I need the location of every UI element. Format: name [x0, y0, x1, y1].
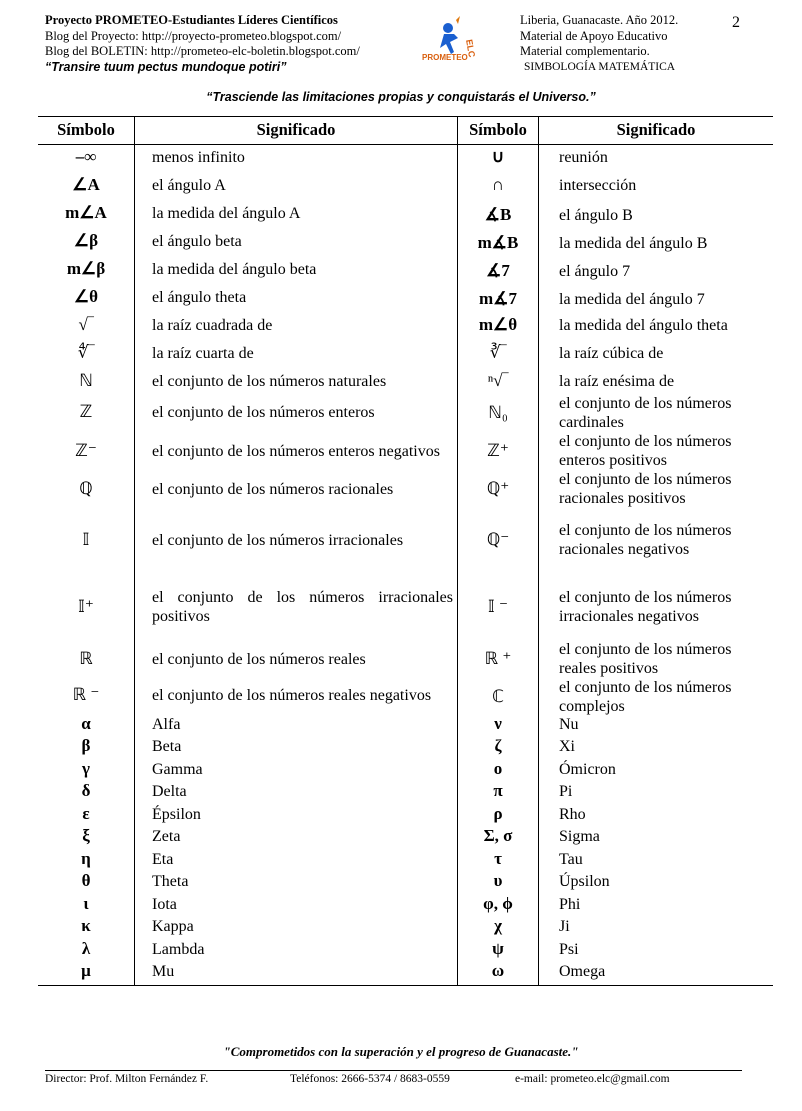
- symbol-cell: Σ, σ: [483, 826, 513, 845]
- table-row: [458, 145, 773, 169]
- table-row: [458, 431, 773, 471]
- table-row: [458, 507, 773, 573]
- symbol-cell: ∩: [491, 175, 505, 194]
- symbol-cell: ∛‾: [489, 343, 507, 362]
- meaning-cell: la raíz cúbica de: [559, 344, 664, 362]
- footer-phones: Teléfonos: 2666-5374 / 8683-0559: [290, 1073, 450, 1085]
- meaning-cell: el conjunto de los números racionales: [152, 480, 394, 498]
- symbol-cell: ℤ⁺: [487, 441, 509, 460]
- meaning-cell: el conjunto de los números racionales negativos: [559, 522, 732, 558]
- meaning-cell: la raíz cuadrada de: [152, 316, 273, 334]
- boletin-blog-link[interactable]: Blog del BOLETIN: http://prometeo-elc-boletin.blogspot.com/: [45, 44, 360, 58]
- symbol-cell: ω: [491, 961, 505, 980]
- table-row: [458, 803, 773, 825]
- meaning-cell: el conjunto de los números reales negativos: [152, 686, 432, 704]
- complement-label: Material complementario.: [520, 44, 650, 58]
- meaning-cell: el ángulo 7: [559, 262, 631, 280]
- meaning-cell: Lambda: [152, 940, 205, 958]
- symbol-cell: m∡B: [477, 233, 519, 252]
- table-row: [38, 473, 457, 505]
- symbol-cell: ℝ ⁺: [484, 649, 512, 668]
- symbol-cell: ξ: [82, 826, 90, 845]
- symbol-cell: φ, ϕ: [483, 894, 513, 913]
- symbol-cell: ℂ: [492, 687, 504, 706]
- table-row: [38, 341, 457, 365]
- symbol-cell: ζ: [494, 736, 502, 755]
- symbol-cell: –∞: [75, 147, 97, 166]
- meaning-cell: el conjunto de los números irracionales positivos: [152, 589, 453, 625]
- meaning-cell: Zeta: [152, 827, 181, 845]
- header-meaning-right: Significado: [616, 120, 696, 139]
- meaning-cell: Eta: [152, 850, 174, 868]
- table-row: [38, 173, 457, 197]
- symbol-cell: λ: [81, 939, 91, 958]
- table-row: [458, 780, 773, 802]
- table-row: [38, 938, 457, 960]
- symbol-cell: α: [81, 714, 91, 733]
- table-row: [38, 431, 457, 471]
- meaning-cell: Pi: [559, 782, 573, 800]
- meaning-cell: el ángulo B: [559, 206, 633, 224]
- meaning-cell: Mu: [152, 962, 175, 980]
- table-row: [38, 285, 457, 309]
- symbol-cell: ο: [493, 759, 503, 778]
- project-name: Proyecto PROMETEO-Estudiantes Líderes Científicos: [45, 13, 338, 27]
- symbol-cell: 𝕀⁺: [78, 597, 94, 616]
- symbol-cell: θ: [81, 871, 91, 890]
- table-row: [458, 758, 773, 780]
- table-row: [458, 893, 773, 915]
- meaning-cell: la medida del ángulo beta: [152, 260, 317, 278]
- table-row: [458, 393, 773, 433]
- table-row: [38, 870, 457, 892]
- header-symbol-right: Símbolo: [469, 120, 527, 139]
- meaning-cell: el conjunto de los números cardinales: [559, 395, 732, 431]
- table-row: [38, 229, 457, 253]
- table-row: [458, 915, 773, 937]
- symbol-cell: ∜‾: [77, 343, 95, 362]
- meaning-cell: Alfa: [152, 715, 181, 733]
- table-row: [458, 713, 773, 735]
- symbols-table: [38, 116, 773, 986]
- symbol-cell: ∠β: [73, 231, 99, 250]
- meaning-cell: el conjunto de los números racionales positivos: [559, 471, 732, 507]
- prometeo-logo: [418, 14, 480, 66]
- symbol-cell: ℚ: [79, 479, 93, 498]
- symbol-cell: κ: [81, 916, 91, 935]
- table-row: [458, 257, 773, 285]
- header-meaning-left: Significado: [256, 120, 336, 139]
- meaning-cell: el conjunto de los números irracionales negativos: [559, 589, 732, 625]
- table-row: [458, 825, 773, 847]
- meaning-cell: Psi: [559, 940, 579, 958]
- symbol-cell: η: [81, 849, 91, 868]
- left-column: [38, 145, 457, 986]
- meaning-cell: el ángulo beta: [152, 232, 242, 250]
- symbol-cell: m∡7: [479, 289, 517, 308]
- table-row: [458, 735, 773, 757]
- table-row: [38, 960, 457, 982]
- table-row: [38, 735, 457, 757]
- table-row: [38, 758, 457, 780]
- meaning-cell: el conjunto de los números enteros positivos: [559, 433, 732, 469]
- table-row: [38, 803, 457, 825]
- footer-email[interactable]: e-mail: prometeo.elc@gmail.com: [515, 1073, 670, 1085]
- meaning-cell: el conjunto de los números enteros negativos: [152, 442, 440, 460]
- table-row: [38, 780, 457, 802]
- table-row: [38, 145, 457, 169]
- page-number: 2: [732, 14, 740, 31]
- symbol-cell: μ: [81, 961, 91, 980]
- meaning-cell: la medida del ángulo A: [152, 204, 301, 222]
- symbol-cell: ∡B: [484, 205, 512, 224]
- meaning-cell: la medida del ángulo theta: [559, 316, 728, 334]
- table-row: [458, 870, 773, 892]
- meaning-cell: Xi: [559, 737, 575, 755]
- table-row: [458, 960, 773, 982]
- table-row: [458, 229, 773, 257]
- symbol-cell: ∪: [491, 147, 505, 166]
- meaning-cell: Úpsilon: [559, 872, 610, 890]
- meaning-cell: Kappa: [152, 917, 194, 935]
- symbol-cell: ⁿ√‾: [487, 371, 509, 390]
- meaning-cell: intersección: [559, 176, 637, 194]
- motto: “Transire tuum pectus mundoque potiri”: [45, 59, 287, 74]
- footer-rule: [45, 1070, 742, 1071]
- table-row: [38, 257, 457, 281]
- symbol-cell: ℝ ⁻: [72, 685, 100, 704]
- meaning-cell: Rho: [559, 805, 586, 823]
- symbol-cell: υ: [493, 871, 503, 890]
- table-row: [38, 915, 457, 937]
- table-row: [38, 201, 457, 225]
- symbol-cell: m∠β: [66, 259, 106, 278]
- meaning-cell: Theta: [152, 872, 189, 890]
- meaning-cell: el ángulo A: [152, 176, 226, 194]
- table-row: [38, 507, 457, 573]
- table-row: [458, 469, 773, 509]
- meaning-cell: el conjunto de los números enteros: [152, 403, 375, 421]
- table-row: [458, 313, 773, 337]
- table-row: [38, 395, 457, 429]
- header-left: [45, 13, 360, 75]
- meaning-cell: el conjunto de los números reales positivos: [559, 641, 732, 677]
- meaning-cell: Tau: [559, 850, 583, 868]
- symbol-cell: ℕ: [79, 371, 93, 390]
- meaning-cell: reunión: [559, 148, 608, 166]
- table-row: [458, 639, 773, 679]
- symbol-cell: ε: [82, 804, 90, 823]
- meaning-cell: Ji: [559, 917, 570, 935]
- table-row: [458, 369, 773, 393]
- symbol-cell: τ: [494, 849, 502, 868]
- topic-label: SIMBOLOGÍA MATEMÁTICA: [524, 60, 676, 73]
- meaning-cell: menos infinito: [152, 148, 245, 166]
- meaning-cell: Omega: [559, 962, 606, 980]
- meaning-cell: Beta: [152, 737, 182, 755]
- symbol-cell: m∠θ: [478, 315, 518, 334]
- meaning-cell: Delta: [152, 782, 187, 800]
- symbol-cell: β: [81, 736, 91, 755]
- meaning-cell: el conjunto de los números naturales: [152, 372, 387, 390]
- meaning-cell: la raíz cuarta de: [152, 344, 254, 362]
- meaning-cell: Ómicron: [559, 760, 616, 778]
- place-year: Liberia, Guanacaste. Año 2012.: [520, 13, 679, 27]
- logo-elc: ELC: [464, 38, 478, 59]
- meaning-cell: Épsilon: [152, 805, 201, 823]
- symbol-cell: ∡7: [486, 261, 510, 280]
- symbol-cell: ℕ₀: [488, 403, 508, 422]
- table-row: [38, 893, 457, 915]
- footer-quote: "Comprometidos con la superación y el progreso de Guanacaste.": [223, 1044, 579, 1059]
- table-row: [458, 285, 773, 313]
- table-top-rule: [38, 116, 773, 117]
- meaning-cell: Iota: [152, 895, 177, 913]
- symbol-cell: π: [493, 781, 503, 800]
- symbol-cell: ∠θ: [73, 287, 99, 306]
- meaning-cell: Gamma: [152, 760, 203, 778]
- symbol-cell: ℚ⁻: [486, 530, 510, 549]
- meaning-cell: la medida del ángulo 7: [559, 290, 705, 308]
- symbol-cell: √‾: [78, 315, 94, 334]
- table-row: [38, 575, 457, 639]
- table-row: [458, 173, 773, 197]
- meaning-cell: Nu: [559, 715, 579, 733]
- symbol-cell: ψ: [492, 939, 504, 958]
- table-row: [458, 341, 773, 365]
- right-column: [458, 145, 773, 986]
- meaning-cell: el conjunto de los números irracionales: [152, 531, 404, 549]
- meaning-cell: el ángulo theta: [152, 288, 247, 306]
- symbol-cell: ℚ⁺: [486, 479, 510, 498]
- symbol-cell: ν: [494, 714, 502, 733]
- table-row: [38, 713, 457, 735]
- meaning-cell: la raíz enésima de: [559, 372, 675, 390]
- symbol-cell: m∠A: [65, 203, 107, 222]
- symbol-cell: γ: [82, 759, 90, 778]
- symbol-cell: 𝕀: [82, 530, 90, 549]
- table-row: [458, 938, 773, 960]
- table-row: [38, 825, 457, 847]
- header-right: [520, 13, 678, 75]
- table-row: [38, 313, 457, 337]
- symbol-cell: χ: [494, 916, 502, 935]
- table-row: [38, 369, 457, 393]
- meaning-cell: Phi: [559, 895, 581, 913]
- header-symbol-left: Símbolo: [57, 120, 115, 139]
- meaning-cell: la medida del ángulo B: [559, 234, 708, 252]
- meaning-cell: Sigma: [559, 827, 600, 845]
- symbol-cell: δ: [81, 781, 91, 800]
- symbol-cell: ρ: [493, 804, 503, 823]
- footer-director: Director: Prof. Milton Fernández F.: [45, 1073, 209, 1085]
- project-blog-link[interactable]: Blog del Proyecto: http://proyecto-prometeo.blogspot.com/: [45, 28, 342, 43]
- table-row: [458, 575, 773, 639]
- top-quote: “Trasciende las limitaciones propias y conquistarás el Universo.”: [206, 90, 596, 104]
- material-label: Material de Apoyo Educativo: [520, 28, 668, 43]
- meaning-cell: el conjunto de los números reales: [152, 650, 366, 668]
- logo-text: PROMETEO: [422, 53, 468, 62]
- symbol-cell: ι: [83, 894, 89, 913]
- symbol-cell: 𝕀 ⁻: [488, 597, 508, 616]
- table-row: [458, 201, 773, 229]
- table-row: [38, 677, 457, 713]
- symbol-cell: ℤ: [79, 402, 93, 421]
- table-row: [38, 643, 457, 675]
- meaning-cell: el conjunto de los números complejos: [559, 679, 732, 715]
- table-row: [458, 677, 773, 717]
- table-row: [458, 848, 773, 870]
- symbol-cell: ∠A: [72, 175, 100, 194]
- symbol-cell: ℤ⁻: [75, 441, 97, 460]
- table-row: [38, 848, 457, 870]
- symbol-cell: ℝ: [79, 649, 93, 668]
